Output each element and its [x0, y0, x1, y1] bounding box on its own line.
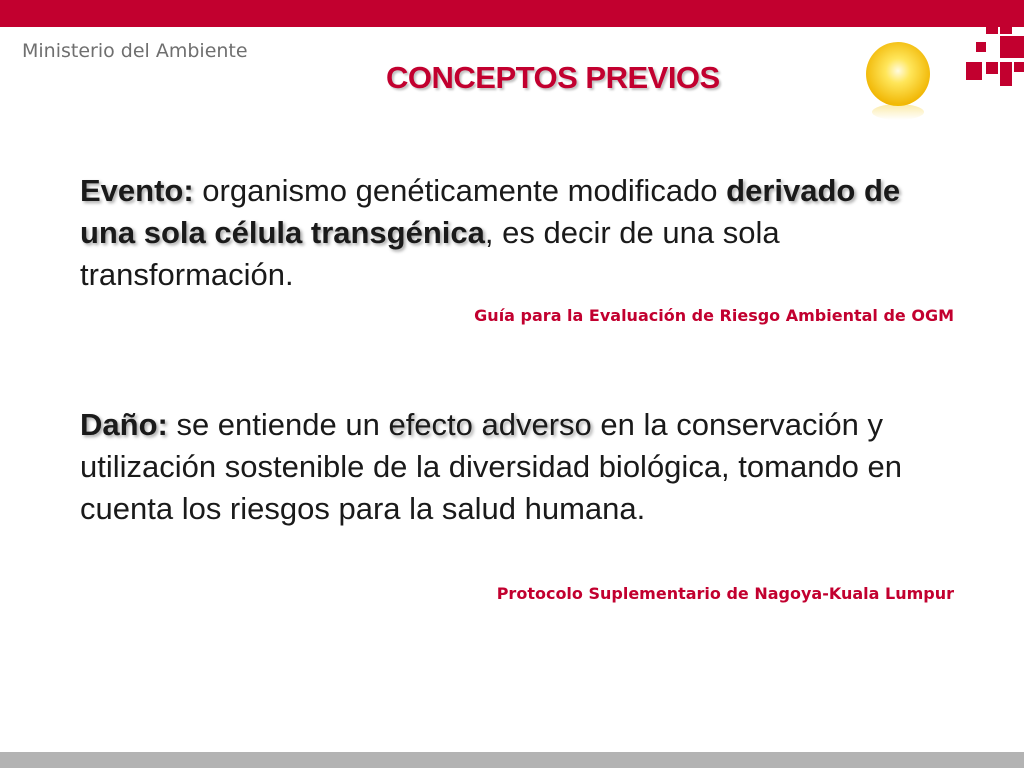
page-title: CONCEPTOS PREVIOS [386, 60, 720, 95]
ministry-logo-icon [962, 18, 1024, 90]
concept-text: organismo genéticamente modificado [193, 173, 727, 208]
concept-term: Daño: [80, 407, 168, 442]
concept-text: se entiende un [167, 407, 389, 442]
ministry-name: Ministerio del Ambiente [22, 40, 248, 62]
bottom-bar [0, 752, 1024, 768]
top-bar [0, 0, 1024, 27]
concept-term: Evento: [80, 173, 194, 208]
concept-dano [80, 404, 960, 530]
sun-icon [862, 40, 934, 120]
concept-evento [80, 170, 960, 296]
source-citation: Protocolo Suplementario de Nagoya-Kuala Lumpur [496, 584, 954, 603]
concept-text: , es decir de una sola transformación. [80, 215, 780, 292]
concept-emphasis: derivado de una sola célula transgénica [80, 173, 901, 250]
concept-text: en la conservación y utilización sostenible de la diversidad biológica, tomando en cuenta los riesgos para la salud humana. [80, 407, 903, 526]
concept-emphasis: efecto adverso [388, 407, 592, 442]
source-citation: Guía para la Evaluación de Riesgo Ambiental de OGM [474, 306, 954, 325]
